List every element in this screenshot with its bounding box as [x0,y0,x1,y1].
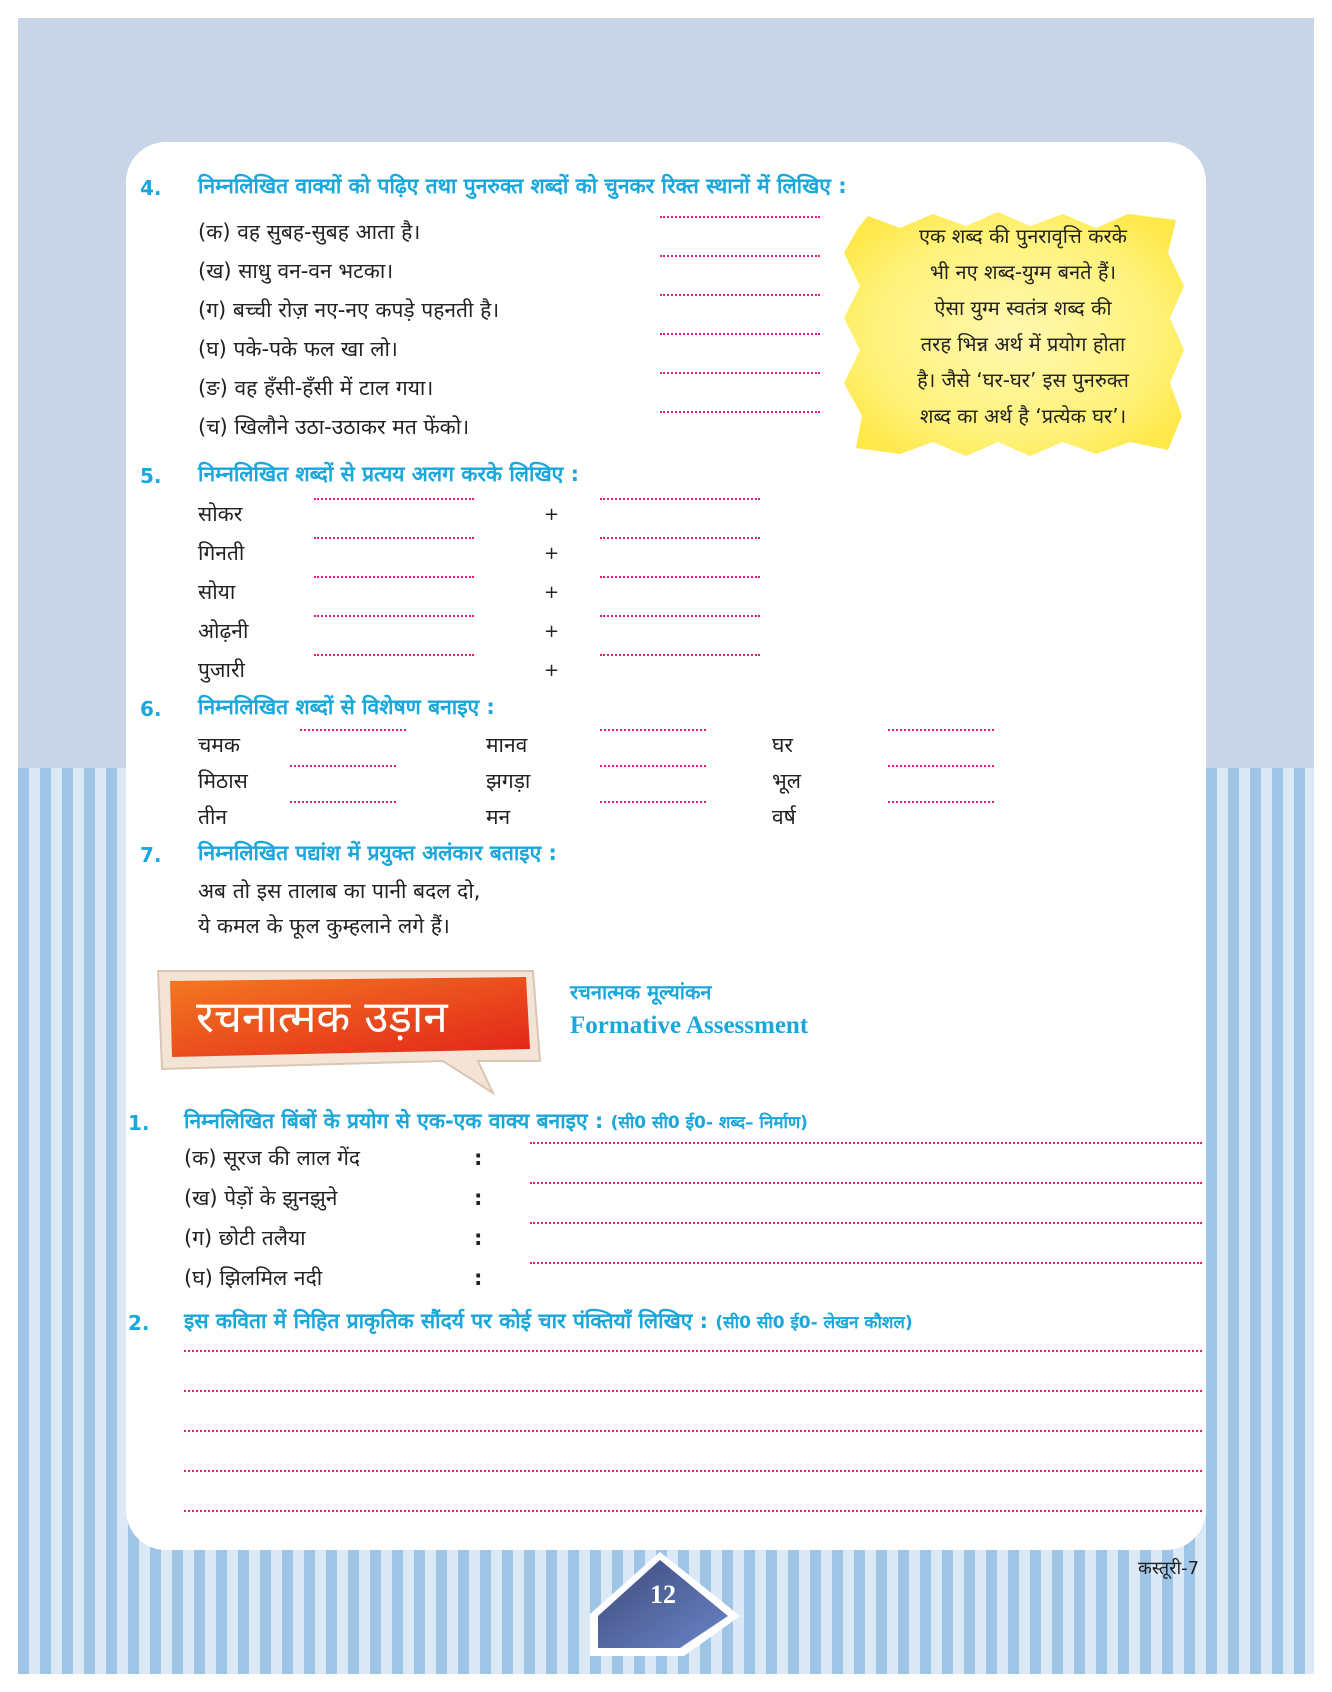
q5-root-blank[interactable] [314,537,474,539]
colon: : [474,1266,483,1290]
f2-number: 2. [128,1311,150,1335]
note-line: भी नए शब्द-युग्म बनते हैं। [929,260,1117,284]
page-number-badge [588,1550,748,1664]
f1-title-text: निम्नलिखित बिंबों के प्रयोग से एक-एक वाक्य बनाइए : [184,1109,604,1133]
q5-suffix-blank[interactable] [600,615,760,617]
q5-suffix-blank[interactable] [600,498,760,500]
q5-root-blank[interactable] [314,498,474,500]
answer-line-1[interactable] [184,1350,1202,1352]
q4-item: (ग) बच्ची रोज़ नए-नए कपड़े पहनती है। [198,298,500,322]
q5-word: ओढ़नी [198,619,249,643]
plus-sign: + [544,660,560,681]
q4-answer-blank[interactable] [660,294,820,296]
note-line: एक शब्द की पुनरावृत्ति करके [918,224,1128,248]
f1-item: (ख) पेड़ों के झुनझुने [184,1186,338,1210]
q7-title: निम्नलिखित पद्यांश में प्रयुक्त अलंकार बताइए : [198,841,557,865]
q5-suffix-blank[interactable] [600,654,760,656]
q4-answer-blank[interactable] [660,372,820,374]
q6-word: घर [772,733,793,757]
plus-sign: + [544,504,560,525]
q4-title: निम्नलिखित वाक्यों को पढ़िए तथा पुनरुक्त शब्दों को चुनकर रिक्त स्थानों में लिखिए : [198,174,847,198]
q6-word: वर्ष [772,805,796,829]
badge-text: रचनात्मक उड़ान [196,992,448,1043]
q5-word: पुजारी [198,658,245,682]
q6-word: मिठास [198,769,248,793]
q7-line-1: अब तो इस तालाब का पानी बदल दो, [198,879,481,903]
f1-answer-line[interactable] [530,1142,1202,1144]
answer-line-3[interactable] [184,1430,1202,1432]
f1-item: (ग) छोटी तलैया [184,1226,306,1250]
f1-item: (घ) झिलमिल नदी [184,1266,323,1290]
q5-word: सोया [198,580,236,604]
q5-root-blank[interactable] [314,576,474,578]
page-number: 12 [650,1580,676,1609]
q5-root-blank[interactable] [314,615,474,617]
q4-item: (घ) पके-पके फल खा लो। [198,337,398,361]
q7-line-2: ये कमल के फूल कुम्हलाने लगे हैं। [198,914,450,938]
q5-suffix-blank[interactable] [600,537,760,539]
q6-answer-blank[interactable] [600,765,706,767]
q5-title: निम्नलिखित शब्दों से प्रत्यय अलग करके लिखिए : [198,462,579,486]
q6-answer-blank[interactable] [600,729,706,731]
q6-word: तीन [198,805,228,829]
q5-number: 5. [140,464,162,488]
q6-answer-blank[interactable] [888,729,994,731]
book-name: कस्तूरी-7 [1138,1558,1200,1579]
plus-sign: + [544,621,560,642]
q6-answer-blank[interactable] [888,765,994,767]
colon: : [474,1186,483,1210]
f1-number: 1. [128,1111,150,1135]
q4-item: (ख) साधु वन-वन भटका। [198,259,394,283]
q4-answer-blank[interactable] [660,333,820,335]
q6-word: मन [486,805,511,829]
q7-number: 7. [140,843,162,867]
q4-answer-blank[interactable] [660,255,820,257]
f2-title [184,1307,913,1335]
q6-word: चमक [198,733,241,757]
note-line: तरह भिन्न अर्थ में प्रयोग होता [920,332,1126,356]
q4-number: 4. [140,176,162,200]
colon: : [474,1226,483,1250]
f1-answer-line[interactable] [530,1262,1202,1264]
f1-tag: (सी0 सी0 ई0- शब्द– निर्माण) [610,1113,808,1133]
q4-item: (क) वह सुबह-सुबह आता है। [198,220,421,244]
note-line: ऐसा युग्म स्वतंत्र शब्द की [934,296,1112,320]
answer-line-4[interactable] [184,1470,1202,1472]
q6-answer-blank[interactable] [600,801,706,803]
section-badge [148,965,548,1109]
q6-answer-blank[interactable] [290,801,396,803]
q4-answer-blank[interactable] [660,411,820,413]
plus-sign: + [544,582,560,603]
f1-title [184,1107,808,1135]
f2-tag: (सी0 सी0 ई0- लेखन कौशल) [715,1313,913,1333]
note-line: शब्द का अर्थ है ‘प्रत्येक घर’। [919,404,1127,428]
q4-item: (ङ) वह हँसी-हँसी में टाल गया। [198,376,434,400]
info-note [838,208,1188,458]
q6-answer-blank[interactable] [290,765,396,767]
q6-word: भूल [772,769,802,793]
q5-word: सोकर [198,502,243,526]
formative-hindi-title: रचनात्मक मूल्यांकन [570,980,712,1004]
q6-title: निम्नलिखित शब्दों से विशेषण बनाइए : [198,695,495,719]
f2-title-text: इस कविता में निहित प्राकृतिक सौंदर्य पर कोई चार पंक्तियाँ लिखिए : [184,1309,709,1333]
f1-answer-line[interactable] [530,1182,1202,1184]
answer-line-2[interactable] [184,1390,1202,1392]
answer-line-5[interactable] [184,1510,1202,1512]
q5-suffix-blank[interactable] [600,576,760,578]
plus-sign: + [544,543,560,564]
q6-word: मानव [486,733,528,757]
q5-word: गिनती [198,541,245,565]
q6-answer-blank[interactable] [888,801,994,803]
f1-item: (क) सूरज की लाल गेंद [184,1146,361,1170]
colon: : [474,1146,483,1170]
q6-number: 6. [140,697,162,721]
q4-answer-blank[interactable] [660,216,820,218]
q4-item: (च) खिलौने उठा-उठाकर मत फेंको। [198,415,470,439]
note-line: है। जैसे ‘घर-घर’ इस पुनरुक्त [917,368,1129,392]
q5-root-blank[interactable] [314,654,474,656]
formative-english-title: Formative Assessment [570,1012,809,1039]
q6-answer-blank[interactable] [300,729,406,731]
q6-word: झगड़ा [486,769,531,793]
f1-answer-line[interactable] [530,1222,1202,1224]
